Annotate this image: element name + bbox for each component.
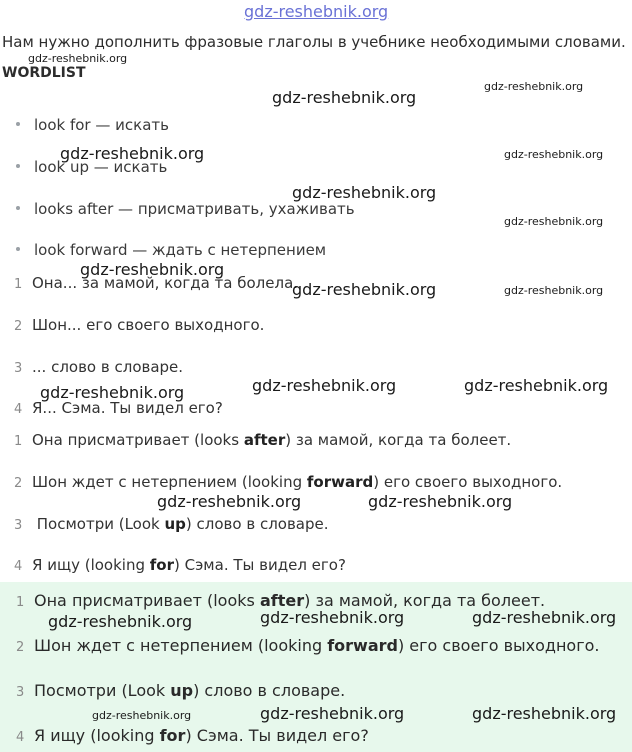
watermark: gdz-reshebnik.org [60,144,205,163]
answer-line: 1 Она присматривает (looks after) за мамой, когда та болеет. [14,431,512,449]
watermark: gdz-reshebnik.org [92,709,192,722]
watermark: gdz-reshebnik.org [157,492,302,511]
highlight-answer-line: 4 Я ищу (looking for) Сэма. Ты видел его? [16,726,369,745]
watermark: gdz-reshebnik.org [472,608,617,627]
exercise-line: 2 Шон... его своего выходного. [14,316,265,334]
exercise-line: 1 Она... за мамой, когда та болела. [14,274,299,292]
watermark: gdz-reshebnik.org [28,52,128,65]
bullet-icon [16,206,20,210]
watermark: gdz-reshebnik.org [504,148,604,161]
highlight-answer-line: 3 Посмотри (Look up) слово в словаре. [16,681,346,700]
wordlist-item: look up — искать [16,158,167,176]
watermark: gdz-reshebnik.org [504,215,604,228]
highlight-answer-line: 1 Она присматривает (looks after) за мамой, когда та болеет. [16,591,546,610]
watermark: gdz-reshebnik.org [48,612,193,631]
bullet-icon [16,122,20,126]
wordlist-item: look for — искать [16,116,169,134]
wordlist-item: look forward — ждать с нетерпением [16,241,326,259]
wordlist-title: WORDLIST [2,65,86,81]
watermark: gdz-reshebnik.org [292,183,437,202]
watermark: gdz-reshebnik.org [292,280,437,299]
answer-line: 4 Я ищу (looking for) Сэма. Ты видел его? [14,556,346,574]
wordlist-item: looks after — присматривать, ухаживать [16,200,355,218]
watermark: gdz-reshebnik.org [484,80,584,93]
exercise-line: 3 ... слово в словаре. [14,358,184,376]
exercise-line: 4 Я... Сэма. Ты видел его? [14,399,223,417]
watermark: gdz-reshebnik.org [80,260,225,279]
watermark: gdz-reshebnik.org [504,284,604,297]
highlight-answer-line: 2 Шон ждет с нетерпением (looking forward) его своего выходного. [16,636,600,655]
answer-line: 2 Шон ждет с нетерпением (looking forward) его своего выходного. [14,473,563,491]
answer-line: 3 Посмотри (Look up) слово в словаре. [14,515,329,533]
watermark: gdz-reshebnik.org [260,608,405,627]
watermark: gdz-reshebnik.org [260,704,405,723]
header-watermark: gdz-reshebnik.org [244,2,389,21]
watermark: gdz-reshebnik.org [464,376,609,395]
watermark: gdz-reshebnik.org [368,492,513,511]
watermark: gdz-reshebnik.org [472,704,617,723]
watermark: gdz-reshebnik.org [40,383,185,402]
watermark: gdz-reshebnik.org [252,376,397,395]
watermark: gdz-reshebnik.org [272,88,417,107]
bullet-icon [16,164,20,168]
bullet-icon [16,247,20,251]
intro-text: Нам нужно дополнить фразовые глаголы в учебнике необходимыми словами. [2,33,626,51]
